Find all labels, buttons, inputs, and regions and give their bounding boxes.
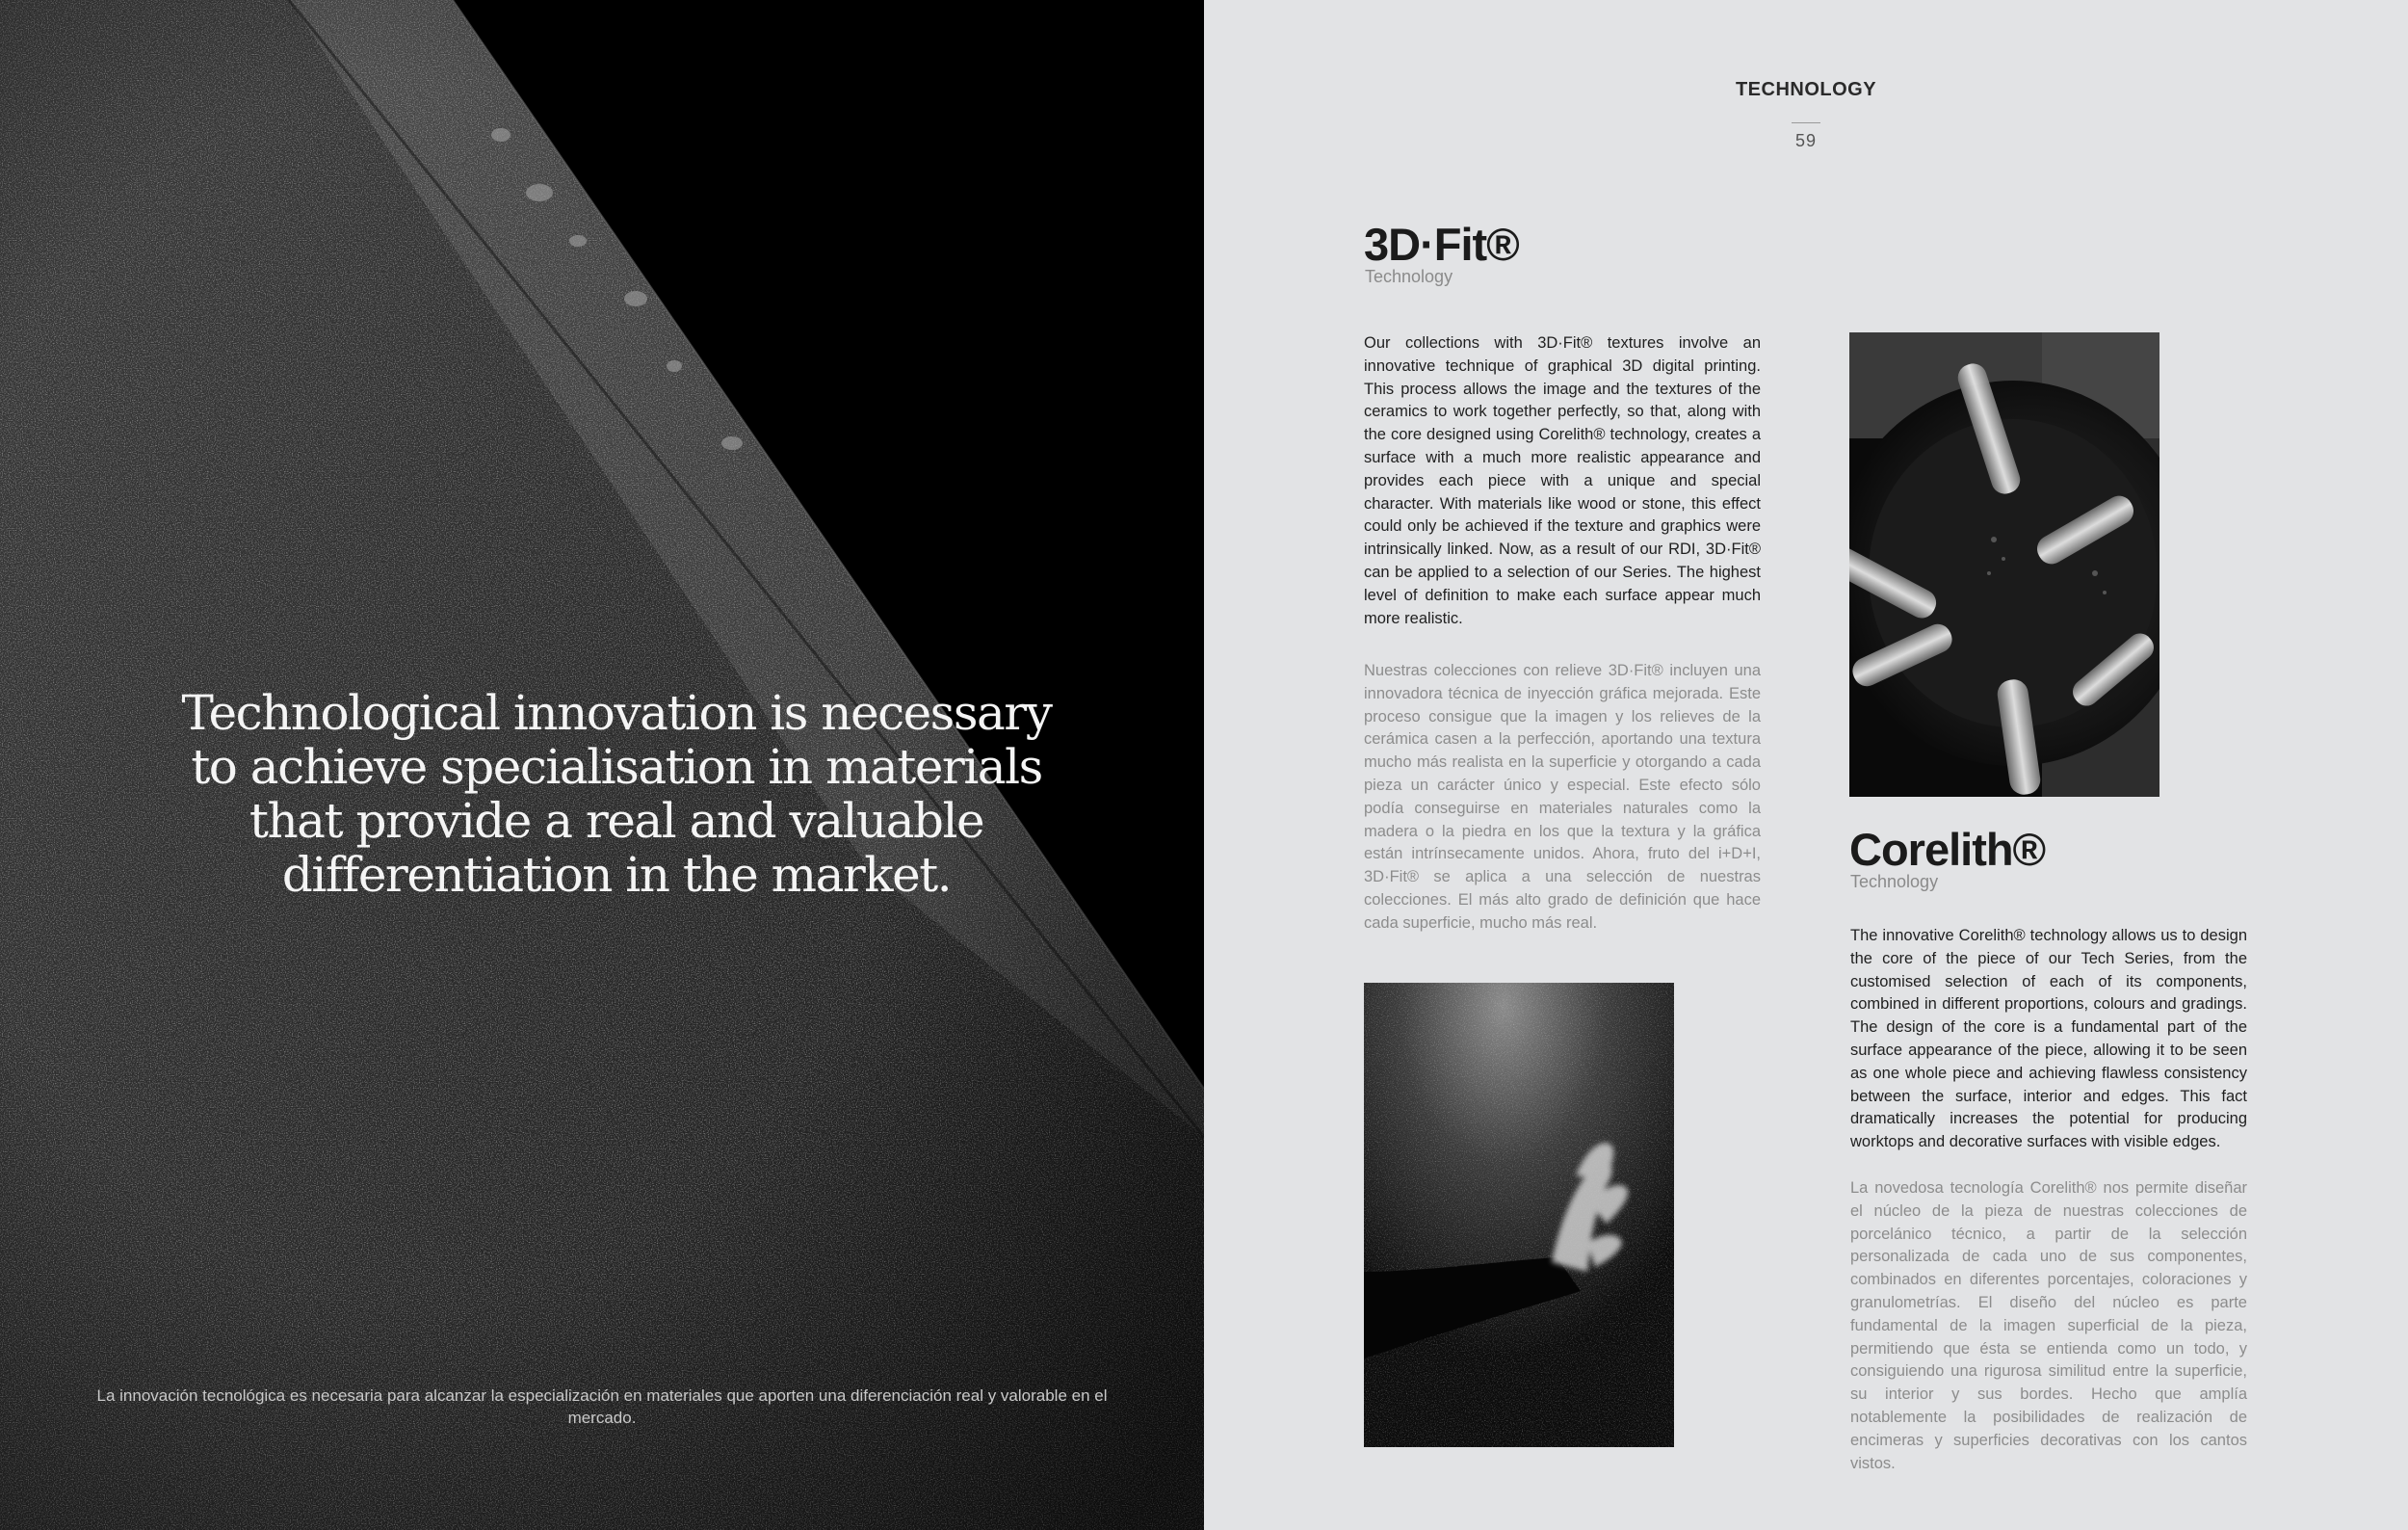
section-label: TECHNOLOGY — [1735, 79, 1877, 100]
right-page — [1204, 0, 2408, 1530]
fit3d-body-en: Our collections with 3D·Fit® textures involve an innovative technique of graphical 3D digital printing. This process allows the image and the textures of the ceramics to work together perfectly, so that, along with the core designed using Corelith® technology, creates a surface with a much more realistic appearance and provides each piece with a unique and special character. With materials like wood or stone, this effect could only be achieved if the texture and graphics were intrinsically linked. Now, as a result of our RDI, 3D·Fit® can be applied to a selection of our Series. The highest level of definition to make each surface appear much more realistic. — [1364, 334, 1761, 627]
fit3d-body-es: Nuestras colecciones con relieve 3D·Fit® incluyen una innovadora técnica de inyección gráfica mejorada. Este proceso consigue que la imagen y los relieves de la cerámica casen a la perfección, aportando una textura mucho más realista en la superficie y otorgando a cada pieza un carácter único y especial. Este efecto sólo podía conseguirse en materiales naturales como la madera o la piedra en los que la textura y la gráfica están intrínsecamente unidos. Ahora, fruto del i+D+I, 3D·Fit® se aplica a una selección de nuestras colecciones. El más alto grado de definición que hace cada superficie, mucho más real. — [1364, 662, 1761, 932]
header-divider — [1792, 122, 1820, 123]
pull-quote-en: Technological innovation is necessary to achieve specialisation in materials that provide a real and valuable differentiation in the market. — [181, 685, 1052, 903]
corelith-body-en: The innovative Corelith® technology allows us to design the core of the piece of our Tech Series, from the customised selection of each of its components, combined in different proportions, colours and gradings. The design of the core is a fundamental part of the surface appearance of the piece, allowing it to be seen as one whole piece and achieving flawless consistency between the surface, interior and edges. This fact dramatically increases the potential for producing worktops and decorative surfaces with visible edges. — [1850, 927, 2247, 1151]
fit3d-subtitle: Technology — [1365, 267, 1453, 286]
corelith-title: Corelith® — [1849, 824, 2046, 875]
corelith-body-es: La novedosa tecnología Corelith® nos permite diseñar el núcleo de la pieza de nuestras colecciones de porcelánico técnico, a partir de la selección personalizada de cada uno de sus componentes, combinados en diferentes porcentajes, coloraciones y granulometrías. El diseño del núcleo es parte fundamental de la imagen superficial de la pieza, permitiendo que ésta se entienda como un todo, y consiguiendo una rigurosa similitud entre la superficie, su interior y sus bordes. Hecho que amplía notablemente la posibilidades de realización de encimeras y superficies decorativas con los cantos vistos. — [1850, 1179, 2247, 1472]
hand-on-surface-photo-icon — [1364, 983, 1674, 1447]
page-number: 59 — [1794, 131, 1818, 150]
corelith-subtitle: Technology — [1850, 872, 1939, 891]
industrial-mixer-photo-icon — [1849, 332, 2159, 797]
fit3d-title: 3D·Fit® — [1364, 219, 1519, 270]
pull-quote-es: La innovación tecnológica es necesaria para alcanzar la especialización en materiales que aporten una diferenciación real y valorable en el mercado. — [96, 1386, 1108, 1427]
